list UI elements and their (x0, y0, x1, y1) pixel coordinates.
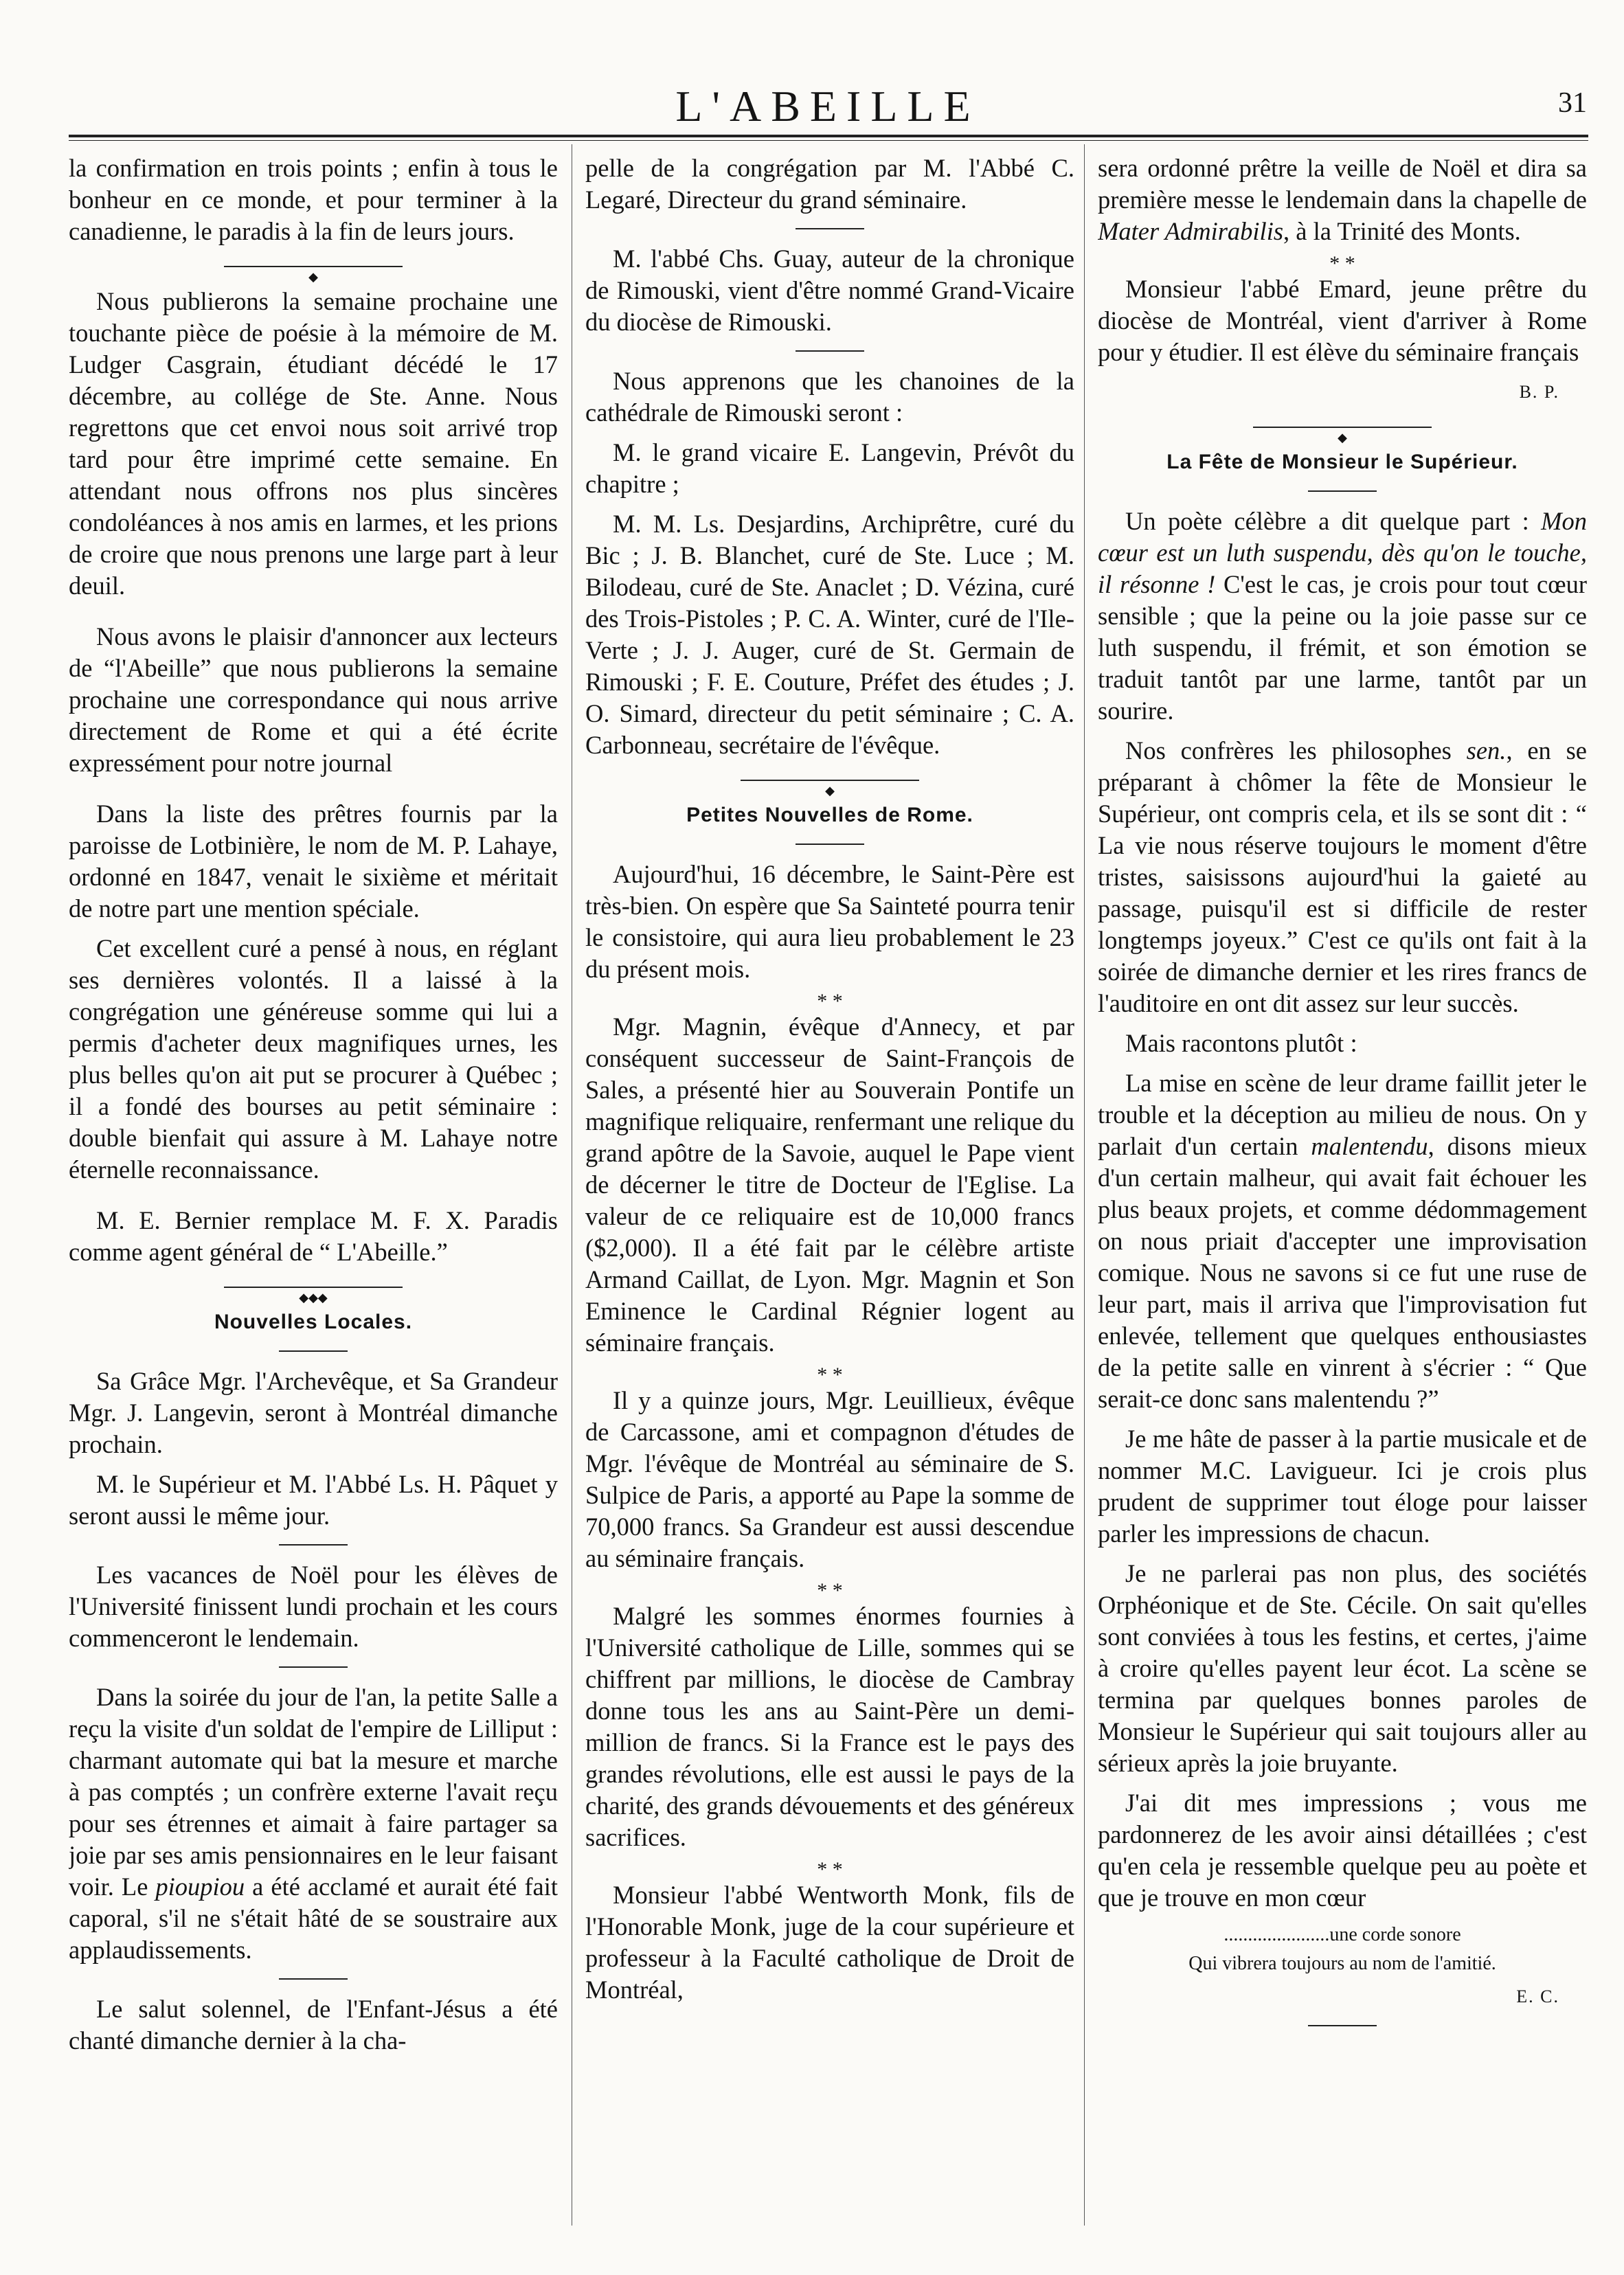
paragraph: Dans la soirée du jour de l'an, la petite Salle a reçu la visite d'un soldat de l'empire de Lilliput : charmant automate qui bat la mesure et marche à pas comptés ; un confrère externe l'avait reçu pour ses étrennes et aimait à faire partager sa joie par ses amis pensionnaires en le leur faisant voir. Le pioupiou a été acclamé et aurait été fait caporal, s'il ne s'était hâté de se soustraire aux applaudissements. (69, 1683, 558, 1964)
rule-divider (796, 228, 864, 229)
paragraph: la confirmation en trois points ; enfin à tous le bonheur en ce monde, et pour terminer à la canadienne, le paradis à la fin de leurs jours. (69, 154, 558, 245)
masthead-rule-thin (69, 140, 1588, 141)
section-heading: Petites Nouvelles de Rome. (686, 804, 973, 826)
ornament-divider: ◆ (224, 262, 403, 269)
paragraph: M. l'abbé Chs. Guay, auteur de la chronique de Rimouski, vient d'être nommé Grand-Vicaire du diocèse de Rimouski. (585, 245, 1074, 336)
paragraph: Je me hâte de passer à la partie musicale et de nommer M.C. Lavigueur. Ici je crois plus prudent de supprimer tout éloge pour laisser parler les impressions de chacun. (1098, 1425, 1587, 1548)
asterism: * * (817, 1579, 843, 1602)
paragraph: Nous avons le plaisir d'annoncer aux lecteurs de “l'Abeille” que nous publierons la semaine prochaine une correspondance qui nous arrive directement de Rome et qui a été écrite expressément pour notre journal (69, 622, 558, 777)
paragraph: Nous publierons la semaine prochaine une touchante pièce de poésie à la mémoire de M. Ludger Casgrain, étudiant décédé le 17 décembre, au collége de Ste. Anne. Nous regrettons que cet envoi nous soit arrivé trop tard pour être imprimé cette semaine. En attendant nous offrons nos plus sincères condoléances à nos amis en larmes, et les prions de croire que nous prenons une large part à leur deuil. (69, 287, 558, 600)
ornament-divider: ◆ (741, 776, 919, 783)
ornament-divider: ◆ (1253, 423, 1432, 430)
paragraph: Cet excellent curé a pensé à nous, en réglant ses dernières volontés. Il a laissé à la congrégation une généreuse somme qui lui a permis d'acheter deux magnifiques urnes, les plus belles qu'on ait put se procurer à Québec ; il a fondé des bourses au petit séminaire : double bienfait qui assure à M. Lahaye notre éternelle reconnaissance. (69, 934, 558, 1184)
paragraph: Il y a quinze jours, Mgr. Leuillieux, évêque de Carcassone, ami et compagnon d'études de Mgr. l'évêque de Montréal au séminaire de S. Sulpice de Paris, a apporté au Pape la somme de 70,000 francs. Sa Grandeur est aussi descendue au séminaire français. (585, 1386, 1074, 1572)
paragraph: Mgr. Magnin, évêque d'Annecy, et par conséquent successeur de Saint-François de Sales, a présenté hier au Souverain Pontife un magnifique reliquaire, renfermant une relique du grand apôtre de la Savoie, auquel le Pape vient de décerner le titre de Docteur de l'Eglise. La valeur de ce reliquaire est de 10,000 francs ($2,000). Il a été fait par le célèbre artiste Armand Caillat, de Lyon. Mgr. Magnin et Son Eminence le Cardinal Régnier logent au séminaire français. (585, 1012, 1074, 1357)
paragraph: Les vacances de Noël pour les élèves de l'Université finissent lundi prochain et les cours commenceront le lendemain. (69, 1561, 558, 1652)
section-heading: Nouvelles Locales. (214, 1311, 413, 1333)
verse-line: Qui vibrera toujours au nom de l'amitié. (1188, 1953, 1496, 1974)
asterism: * * (817, 1858, 843, 1881)
rule-divider (1308, 490, 1377, 492)
paragraph: Mais racontons plutôt : (1125, 1029, 1357, 1057)
paragraph: Malgré les sommes énormes fournies à l'Université catholique de Lille, sommes qui se chiffrent par millions, le diocèse de Cambray donne tous les ans au Saint-Père un demi-million de francs. Si la France est le pays des grandes révolutions, elle est aussi le pays de la charité, des grands dévouements et des généreux sacrifices. (585, 1602, 1074, 1851)
rule-divider (279, 1978, 348, 1980)
paragraph: Sa Grâce Mgr. l'Archevêque, et Sa Grandeur Mgr. J. Langevin, seront à Montréal dimanche prochain. (69, 1367, 558, 1458)
paragraph: La mise en scène de leur drame faillit jeter le trouble et la déception au milieu de nous. On y parlait d'un certain malentendu, disons mieux d'un certain malheur, qui avait fait échouer les plus beaux projets, et comme dédommagement on nous priait d'accepter une improvisation comique. Nous ne savons si ce fut une ruse de leur part, mais il arriva que l'improvisation fut enlevée, tellement que quelques enthousiastes de la petite salle en vinrent à s'écrier : “ Que serait-ce donc sans malentendu ?” (1098, 1069, 1587, 1413)
column-divider (1084, 144, 1085, 2226)
paragraph: pelle de la congrégation par M. l'Abbé C. Legaré, Directeur du grand séminaire. (585, 154, 1074, 214)
paragraph: Nos confrères les philosophes sen., en se préparant à chômer la fête de Monsieur le Supérieur, ont compris cela, et ils se sont dit : “ La vie nous réserve toujours le moment d'être tristes, saisissons aujourd'hui la gaieté au passage, puisqu'il est si difficile de rester longtemps joyeux.” C'est ce qu'ils ont fait à la soirée de dimanche dernier et les rires francs de l'auditoire en ont dit assez sur leur succès. (1098, 736, 1587, 1017)
paragraph: J'ai dit mes impressions ; vous me pardonnerez de les avoir ainsi détaillées ; c'est qu'en cela je ressemble quelque peu au poète et que je trouve en mon cœur (1098, 1789, 1587, 1912)
rule-divider (796, 350, 864, 352)
signature: B. P. (1519, 382, 1559, 402)
section-heading: La Fête de Monsieur le Supérieur. (1166, 451, 1518, 473)
ornament-divider: ◆◆◆ (224, 1283, 403, 1290)
masthead (69, 81, 1587, 129)
paragraph: Le salut solennel, de l'Enfant-Jésus a été chanté dimanche dernier à la cha- (69, 1995, 558, 2055)
paragraph: Je ne parlerai pas non plus, des sociétés Orphéonique et de Ste. Cécile. On sait qu'elles sont conviées à tous les festins, et certes, j'aime à croire qu'elles payent leur écot. La scène se termina par quelques bonnes paroles de Monsieur le Supérieur qui sait toujours aller au sérieux après la joie bruyante. (1098, 1559, 1587, 1777)
rule-divider (1308, 2025, 1377, 2026)
paragraph: Monsieur l'abbé Wentworth Monk, fils de l'Honorable Monk, juge de la cour supérieure et professeur à la Faculté catholique de Droit de Montréal, (585, 1881, 1074, 2004)
rule-divider (279, 1544, 348, 1546)
paragraph: Nous apprenons que les chanoines de la cathédrale de Rimouski seront : (585, 367, 1074, 427)
paragraph: M. E. Bernier remplace M. F. X. Paradis comme agent général de “ L'Abeille.” (69, 1206, 558, 1266)
paragraph: M. le grand vicaire E. Langevin, Prévôt du chapitre ; (585, 438, 1074, 498)
column-3 (1098, 152, 1587, 2241)
paragraph: Un poète célèbre a dit quelque part : Mon cœur est un luth suspendu, dès qu'on le touche, il résonne ! C'est le cas, je crois pour tout cœur sensible ; que la peine ou la joie passe sur ce luth suspendu, il frémit, et son émotion se traduit tantôt par une larme, tantôt par un sourire. (1098, 507, 1587, 725)
asterism: * * (817, 990, 843, 1012)
asterism: * * (1329, 252, 1355, 275)
rule-divider (279, 1666, 348, 1668)
signature: E. C. (1516, 1987, 1559, 2006)
masthead-rule (69, 135, 1588, 137)
column-1 (69, 152, 558, 2241)
column-2 (585, 152, 1074, 2241)
page-number: 31 (1558, 87, 1587, 119)
paragraph: M. M. Ls. Desjardins, Archiprêtre, curé du Bic ; J. B. Blanchet, curé de Ste. Luce ; M. Bilodeau, curé de Ste. Anaclet ; D. Vézina, curé des Trois-Pistoles ; P. C. A. Winter, curé de l'Ile-Verte ; J. J. Auger, curé de St. Germain de Rimouski ; F. E. Couture, Préfet des études ; J. O. Simard, directeur du petit séminaire ; C. A. Carbonneau, secrétaire de l'évêque. (585, 510, 1074, 759)
paragraph: Dans la liste des prêtres fournis par la paroisse de Lotbinière, le nom de M. P. Lahaye, ordonné en 1847, venait le sixième et méritait de notre part une mention spéciale. (69, 800, 558, 923)
paragraph: sera ordonné prêtre la veille de Noël et dira sa première messe le lendemain dans la chapelle de Mater Admirabilis, à la Trinité des Monts. (1098, 154, 1587, 245)
rule-divider (796, 844, 864, 845)
asterism: * * (817, 1363, 843, 1386)
paragraph: Aujourd'hui, 16 décembre, le Saint-Père est très-bien. On espère que Sa Sainteté pourra tenir le consistoire, qui aura lieu probablement le 23 du présent mois. (585, 860, 1074, 983)
newspaper-title: L'ABEILLE (675, 82, 980, 131)
paragraph: M. le Supérieur et M. l'Abbé Ls. H. Pâquet y seront aussi le même jour. (69, 1470, 558, 1530)
verse-line: ......................une corde sonore (1223, 1924, 1461, 1945)
rule-divider (279, 1350, 348, 1352)
paragraph: Monsieur l'abbé Emard, jeune prêtre du diocèse de Montréal, vient d'arriver à Rome pour y étudier. Il est élève du séminaire français (1098, 275, 1587, 366)
